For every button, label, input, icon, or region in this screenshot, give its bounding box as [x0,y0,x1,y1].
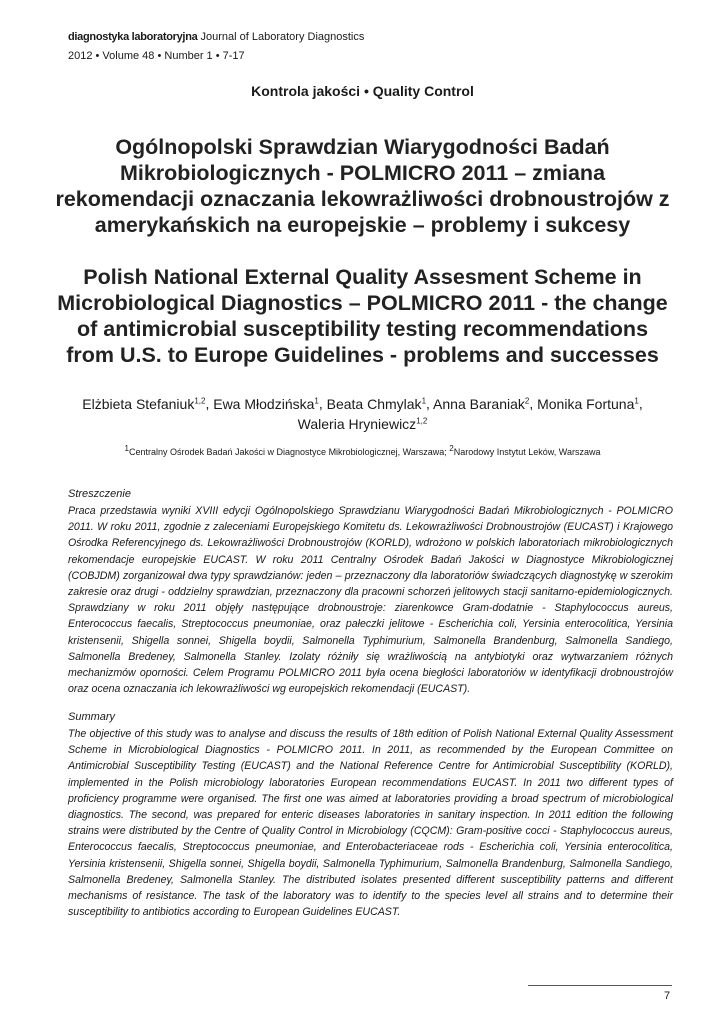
title-polish: Ogólnopolski Sprawdzian Wiarygodności Badań Mikrobiologicznych - POLMICRO 2011 – zmiana rekomendacji oznaczania lekowrażliwości drobnoustrojów z amerykańskich na europejskie – problemy i sukcesy [55,135,670,237]
journal-name-en: Journal of Laboratory Diagnostics [200,31,365,43]
author: Anna Baraniak$^2$ [433,395,530,412]
title-english: Polish National External Quality Assesment Scheme in Microbiological Diagnostics – POLMICRO 2011 - the change of antimicrobial susceptibility testing recommendations from U.S. to Europe Guidelines - problems and successes [57,265,668,367]
page-number: 7 [664,990,671,1002]
summary-label: Summary [68,711,116,723]
footer-divider [528,985,672,986]
journal-header [68,31,364,43]
author: Monika Fortuna$^1$ [537,395,639,412]
abstract-label: Streszczenie [68,488,131,500]
author: Beata Chmylak$^1$ [326,395,427,412]
affiliations: $^1$Centralny Ośrodek Badań Jakości w Diagnostyce Mikrobiologicznej, Warszawa; $^2$Narodowy Instytut Leków, Warszawa [124,444,601,457]
summary-text: The objective of this study was to analyse and discuss the results of 18th edition of Polish National External Quality Assessment Scheme in Microbiological Diagnostics - POLMICRO 2011. In 2011, as recommended by the European Committee on Antimicrobial Susceptibility Testing (EUCAST) and the National Reference Centre for Antimicrobial Susceptibility (KORLD), implemented in the Polish microbiology laboratories European recommendations EUCAST. In 2011 two different types of proficiency programme were organised. The first one was aimed at laboratories providing a broad spectrum of microbiological diagnostics. The second, was prepared for enteric diseases laboratories in sanitary inspection. In 2011 edition the following strains were distributed by the Centre of Quality Control in Microbiology (CQCM): Gram-positive cocci - Staphylococcus aureus, Enterococcus faecalis, Streptococcus pneumoniae, and Enterobacteriaceae rods - Escherichia coli, Yersinia enterocolitica, Yersinia kristensenii, Shigella sonnei, Shigella boydii, Salmonella Typhimurium, Salmonella Brandenburg, Salmonella Sandiego, Salmonella Bredeney, Salmonella Stanley. The distributed isolates presented different susceptibility patterns and different mechanisms of resistance. The task of the laboratory was to identify to the species level all strains and to determine their susceptibility to antibiotics according to European Guidelines EUCAST. [68,728,673,919]
section-heading: Kontrola jakości • Quality Control [251,83,474,99]
abstract-text: Praca przedstawia wyniki XVIII edycji Ogólnopolskiego Sprawdzianu Wiarygodności Badań Mikrobiologicznych - POLMICRO 2011. W roku 2011, zgodnie z zaleceniami Europejskiego Komitetu ds. Lekowrażliwości Drobnoustrojów (EUCAST) i Krajowego Ośrodka Referencyjnego ds. Lekowrażliwości Drobnoustrojów (KORLD), wdrożono w polskich laboratoriach mikrobiologicznych rekomendacje europejskie EUCAST. W roku 2011 Centralny Ośrodek Badań Jakości w Diagnostyce Mikrobiologicznej (COBJDM) zorganizował dwa typy sprawdzianów: jeden – przeznaczony dla laboratoriów świadczących diagnostykę w szerokim zakresie oraz drugi - oddzielny sprawdzian, przeznaczony dla pracowni schorzeń jelitowych stacji sanitarno-epidemiologicznych. Sprawdziany w roku 2011 objęły następujące drobnoustroje: ziarenkowce Gram-dodatnie - Staphylococcus aureus, Enterococcus faecalis, Streptococcus pneumoniae, oraz pałeczki jelitowe - Escherichia coli, Yersinia enterocolitica, Yersinia kristensenii, Shigella sonnei, Shigella boydii, Salmonella Typhimurium, Salmonella Brandenburg, Salmonella Sandiego, Salmonella Bredeney, Salmonella Stanley. Izolaty różniły się wrażliwością na antybiotyki oraz wytwarzaniem różnych mechanizmów oporności. Celem Programu POLMICRO 2011 była ocena biegłości laboratoriów w identyfikacji drobnoustrojów oraz ocena oznaczania ich lekowrażliwości wg europejskich rekomendacji (EUCAST). [68,505,673,696]
author: Ewa Młodzińska$^1$ [213,395,319,412]
author: Waleria Hryniewicz$^{1,2}$ [297,416,428,433]
issue-info: 2012 • Volume 48 • Number 1 • 7-17 [68,50,245,62]
journal-name-pl: diagnostyka laboratoryjna [68,31,198,43]
author-list: Elżbieta Stefaniuk$^{1,2}$, Ewa Młodzińska$^1$, Beata Chmylak$^1$, Anna Baraniak$^2$, Monika Fortuna$^1$, Waleria Hryniewicz$^{1,2}$ [82,395,643,433]
author: Elżbieta Stefaniuk$^{1,2}$ [82,395,206,412]
